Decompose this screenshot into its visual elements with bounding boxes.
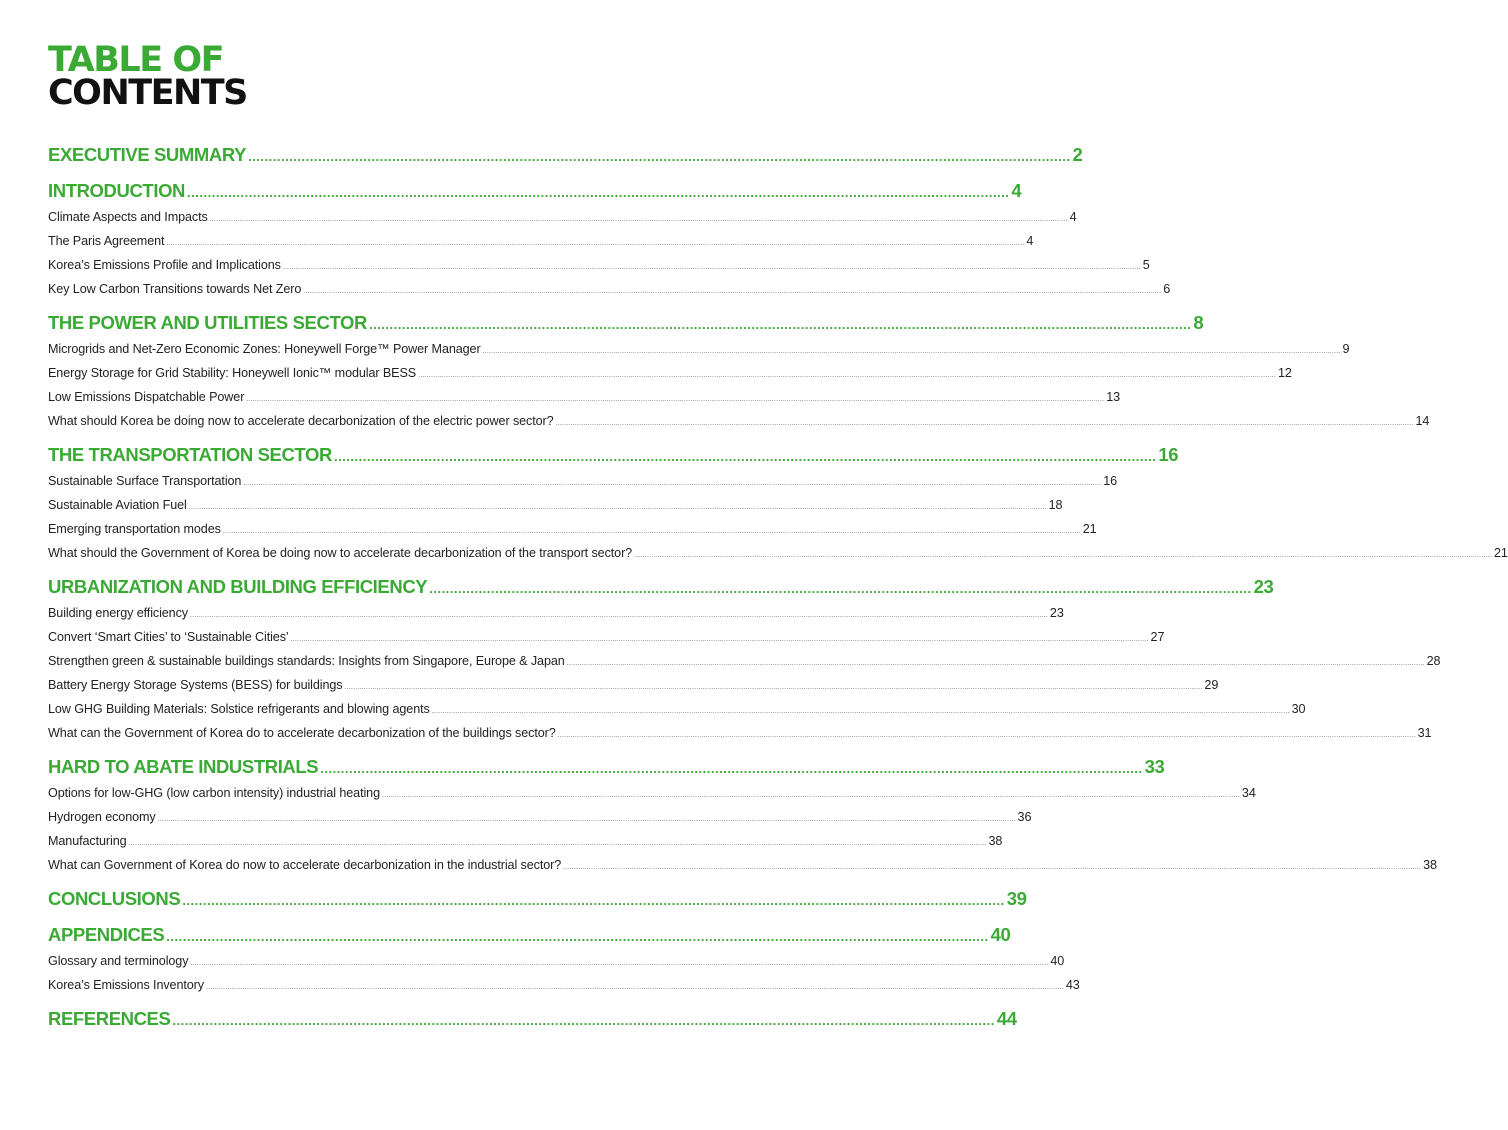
entry-title: Low Emissions Dispatchable Power xyxy=(48,390,245,404)
dot-leader: ................................................................................................................................................................................................................................................................................................................................................................................................................ xyxy=(222,528,1081,535)
entry-title: What should the Government of Korea be doing now to accelerate decarbonization of the transport sector? xyxy=(48,546,633,560)
toc-section xyxy=(48,308,1430,433)
section-page-number: 44 xyxy=(996,1008,1017,1029)
dot-leader: ................................................................................................................................................................................................................................................................................................................................................................................................................ xyxy=(482,348,1341,355)
dot-leader: ................................................................................................................................................................................................................................................................................................................................................................................................................ xyxy=(282,264,1141,271)
entry-page-number: 16 xyxy=(1103,474,1118,488)
dot-leader: ................................................................................................................................................................................................................................................................................................................................................................................................................ xyxy=(557,732,1416,739)
toc-entry[interactable] xyxy=(48,361,1292,385)
toc-section xyxy=(48,920,1080,997)
dot-leader: ................................................................................................................................................................................................................................................................................................................................................................................................................ xyxy=(128,840,987,847)
dot-leader: ................................................................................................................................................................................................................................................................................................................................................................................................................ xyxy=(431,708,1290,715)
section-page-number: 33 xyxy=(1144,756,1165,777)
toc-section xyxy=(48,140,1083,169)
dot-leader: ................................................................................................................................................................................................................................................................................................................................................................................................................ xyxy=(157,816,1016,823)
dot-leader: ........................................................................................................................................................................................................ xyxy=(187,185,1010,200)
dot-leader: ................................................................................................................................................................................................................................................................................................................................................................................................................ xyxy=(166,240,1025,247)
entry-page-number: 21 xyxy=(1494,546,1508,560)
entry-page-number: 14 xyxy=(1415,414,1430,428)
toc-section-heading[interactable] xyxy=(48,440,1179,469)
toc-entry[interactable] xyxy=(48,973,1080,997)
dot-leader: ................................................................................................................................................................................................................................................................................................................................................................................................................ xyxy=(566,660,1425,667)
toc-section-heading[interactable] xyxy=(48,572,1274,601)
toc-entry[interactable] xyxy=(48,781,1256,805)
entry-page-number: 28 xyxy=(1426,654,1441,668)
toc-section xyxy=(48,176,1171,301)
entry-page-number: 38 xyxy=(988,834,1003,848)
toc-entry[interactable] xyxy=(48,697,1306,721)
section-title: EXECUTIVE SUMMARY xyxy=(48,144,247,165)
dot-leader: ........................................................................................................................................................................................................ xyxy=(166,929,989,944)
entry-page-number: 43 xyxy=(1065,978,1080,992)
dot-leader: ................................................................................................................................................................................................................................................................................................................................................................................................................ xyxy=(190,960,1049,967)
toc-title-line1: TABLE OF xyxy=(48,40,223,80)
entry-title: The Paris Agreement xyxy=(48,234,165,248)
dot-leader: ........................................................................................................................................................................................................ xyxy=(333,449,1157,464)
toc-entry[interactable] xyxy=(48,721,1432,745)
entry-page-number: 23 xyxy=(1049,606,1064,620)
dot-leader: ........................................................................................................................................................................................................ xyxy=(248,149,1071,164)
entry-page-number: 31 xyxy=(1417,726,1432,740)
toc-section xyxy=(48,572,1441,745)
dot-leader: ........................................................................................................................................................................................................ xyxy=(429,581,1252,596)
toc-entry[interactable] xyxy=(48,673,1219,697)
entry-page-number: 6 xyxy=(1163,282,1171,296)
dot-leader: ................................................................................................................................................................................................................................................................................................................................................................................................................ xyxy=(555,420,1414,427)
entry-title: Sustainable Aviation Fuel xyxy=(48,498,187,512)
toc-entry[interactable] xyxy=(48,205,1077,229)
dot-leader: ................................................................................................................................................................................................................................................................................................................................................................................................................ xyxy=(303,288,1162,295)
toc-section xyxy=(48,884,1027,913)
toc-entry[interactable] xyxy=(48,469,1118,493)
entry-title: What can the Government of Korea do to accelerate decarbonization of the buildings sector? xyxy=(48,726,556,740)
toc-section-heading[interactable] xyxy=(48,308,1204,337)
entry-page-number: 9 xyxy=(1342,342,1350,356)
dot-leader: ........................................................................................................................................................................................................ xyxy=(182,893,1005,908)
entry-page-number: 12 xyxy=(1278,366,1292,380)
toc-entry[interactable] xyxy=(48,949,1065,973)
entry-title: Manufacturing xyxy=(48,834,127,848)
toc-entry[interactable] xyxy=(48,853,1437,877)
section-page-number: 40 xyxy=(990,924,1011,945)
table-of-contents xyxy=(48,140,1508,1040)
toc-entry[interactable] xyxy=(48,385,1121,409)
dot-leader: ................................................................................................................................................................................................................................................................................................................................................................................................................ xyxy=(563,864,1422,871)
entry-page-number: 34 xyxy=(1241,786,1256,800)
entry-title: What can Government of Korea do now to accelerate decarbonization in the industrial sector? xyxy=(48,858,562,872)
dot-leader: ................................................................................................................................................................................................................................................................................................................................................................................................................ xyxy=(381,792,1240,799)
toc-entry[interactable] xyxy=(48,541,1508,565)
dot-leader: ................................................................................................................................................................................................................................................................................................................................................................................................................ xyxy=(418,372,1277,379)
dot-leader: ........................................................................................................................................................................................................ xyxy=(368,317,1192,332)
toc-entry[interactable] xyxy=(48,601,1064,625)
entry-title: Battery Energy Storage Systems (BESS) for buildings xyxy=(48,678,343,692)
section-title: CONCLUSIONS xyxy=(48,888,181,909)
entry-title: Microgrids and Net-Zero Economic Zones: Honeywell Forge™ Power Manager xyxy=(48,342,481,356)
toc-section-heading[interactable] xyxy=(48,140,1083,169)
toc-section xyxy=(48,752,1437,877)
section-title: THE TRANSPORTATION SECTOR xyxy=(48,444,332,465)
dot-leader: ................................................................................................................................................................................................................................................................................................................................................................................................................ xyxy=(189,612,1048,619)
toc-title-line2: CONTENTS xyxy=(48,73,247,113)
toc-entry[interactable] xyxy=(48,829,1003,853)
toc-entry[interactable] xyxy=(48,805,1032,829)
entry-page-number: 30 xyxy=(1291,702,1306,716)
entry-title: Emerging transportation modes xyxy=(48,522,221,536)
section-page-number: 8 xyxy=(1193,312,1204,333)
toc-title xyxy=(48,40,247,113)
toc-section-heading[interactable] xyxy=(48,752,1165,781)
entry-title: Strengthen green & sustainable buildings standards: Insights from Singapore, Europe & Japan xyxy=(48,654,565,668)
entry-page-number: 40 xyxy=(1050,954,1065,968)
entry-page-number: 38 xyxy=(1423,858,1437,872)
toc-entry[interactable] xyxy=(48,253,1150,277)
entry-page-number: 21 xyxy=(1082,522,1097,536)
dot-leader: ........................................................................................................................................................................................................ xyxy=(172,1013,995,1028)
entry-title: Key Low Carbon Transitions towards Net Zero xyxy=(48,282,302,296)
section-title: HARD TO ABATE INDUSTRIALS xyxy=(48,756,319,777)
entry-title: Convert ‘Smart Cities’ to ‘Sustainable Cities’ xyxy=(48,630,289,644)
entry-title: Building energy efficiency xyxy=(48,606,188,620)
entry-title: Options for low-GHG (low carbon intensity) industrial heating xyxy=(48,786,380,800)
toc-section-heading[interactable] xyxy=(48,176,1022,205)
section-page-number: 4 xyxy=(1011,180,1022,201)
toc-entry[interactable] xyxy=(48,649,1441,673)
section-title: INTRODUCTION xyxy=(48,180,186,201)
dot-leader: ................................................................................................................................................................................................................................................................................................................................................................................................................ xyxy=(290,636,1149,643)
entry-title: Sustainable Surface Transportation xyxy=(48,474,242,488)
section-page-number: 2 xyxy=(1072,144,1083,165)
entry-page-number: 36 xyxy=(1017,810,1032,824)
entry-title: What should Korea be doing now to accelerate decarbonization of the electric power sector? xyxy=(48,414,554,428)
entry-page-number: 18 xyxy=(1048,498,1063,512)
entry-page-number: 13 xyxy=(1106,390,1121,404)
toc-entry[interactable] xyxy=(48,517,1097,541)
toc-entry[interactable] xyxy=(48,409,1430,433)
toc-section xyxy=(48,1004,1017,1033)
entry-page-number: 27 xyxy=(1150,630,1165,644)
section-title: THE POWER AND UTILITIES SECTOR xyxy=(48,312,367,333)
section-page-number: 39 xyxy=(1006,888,1027,909)
toc-entry[interactable] xyxy=(48,229,1034,253)
section-page-number: 23 xyxy=(1253,576,1274,597)
section-page-number: 16 xyxy=(1158,444,1179,465)
toc-entry[interactable] xyxy=(48,625,1165,649)
entry-title: Energy Storage for Grid Stability: Honeywell Ionic™ modular BESS xyxy=(48,366,417,380)
dot-leader: ................................................................................................................................................................................................................................................................................................................................................................................................................ xyxy=(344,684,1203,691)
toc-entry[interactable] xyxy=(48,337,1350,361)
dot-leader: ................................................................................................................................................................................................................................................................................................................................................................................................................ xyxy=(634,552,1492,559)
section-title: APPENDICES xyxy=(48,924,165,945)
entry-page-number: 4 xyxy=(1026,234,1034,248)
dot-leader: ................................................................................................................................................................................................................................................................................................................................................................................................................ xyxy=(205,984,1064,991)
toc-section-heading[interactable] xyxy=(48,920,1011,949)
dot-leader: ........................................................................................................................................................................................................ xyxy=(320,761,1143,776)
section-title: URBANIZATION AND BUILDING EFFICIENCY xyxy=(48,576,428,597)
entry-page-number: 29 xyxy=(1204,678,1219,692)
toc-section xyxy=(48,440,1508,565)
entry-title: Glossary and terminology xyxy=(48,954,189,968)
dot-leader: ................................................................................................................................................................................................................................................................................................................................................................................................................ xyxy=(246,396,1105,403)
dot-leader: ................................................................................................................................................................................................................................................................................................................................................................................................................ xyxy=(188,504,1047,511)
toc-entry[interactable] xyxy=(48,493,1063,517)
entry-title: Korea’s Emissions Inventory xyxy=(48,978,204,992)
toc-section-heading[interactable] xyxy=(48,1004,1017,1033)
dot-leader: ................................................................................................................................................................................................................................................................................................................................................................................................................ xyxy=(243,480,1102,487)
entry-title: Hydrogen economy xyxy=(48,810,156,824)
entry-title: Climate Aspects and Impacts xyxy=(48,210,208,224)
entry-title: Low GHG Building Materials: Solstice refrigerants and blowing agents xyxy=(48,702,430,716)
entry-page-number: 4 xyxy=(1069,210,1077,224)
toc-entry[interactable] xyxy=(48,277,1171,301)
section-title: REFERENCES xyxy=(48,1008,171,1029)
entry-page-number: 5 xyxy=(1142,258,1150,272)
toc-section-heading[interactable] xyxy=(48,884,1027,913)
entry-title: Korea’s Emissions Profile and Implications xyxy=(48,258,281,272)
dot-leader: ................................................................................................................................................................................................................................................................................................................................................................................................................ xyxy=(209,216,1068,223)
